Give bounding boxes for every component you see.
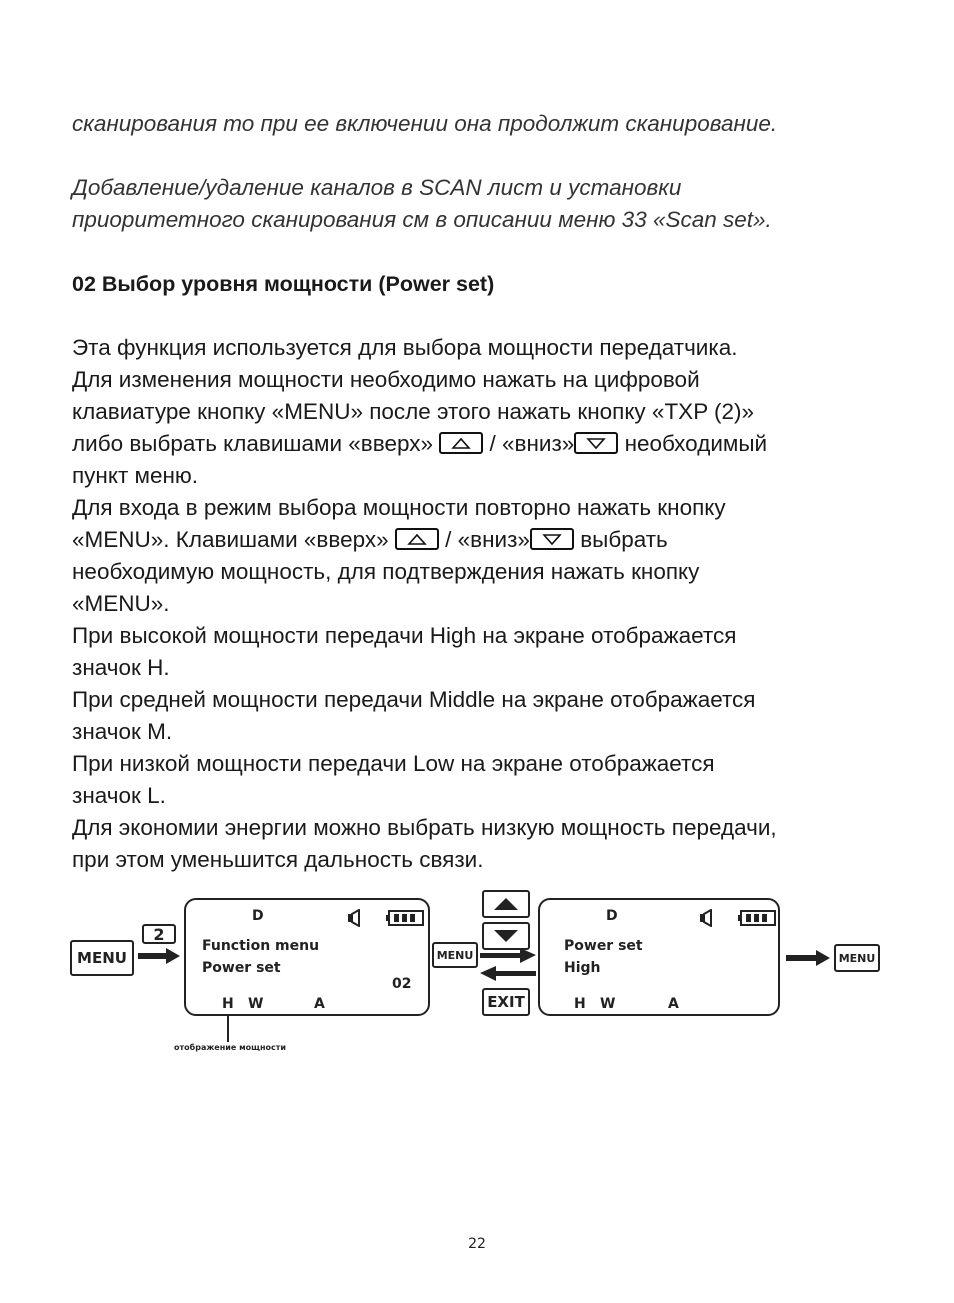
down-arrow-key-icon <box>482 922 530 950</box>
section-heading: 02 Выбор уровня мощности (Power set) <box>72 272 495 296</box>
body-text: необходимый <box>624 431 768 456</box>
battery-icon <box>738 910 778 926</box>
menu-key: MENU <box>70 940 134 976</box>
power-display-caption: отображение мощности <box>174 1043 286 1052</box>
body-line: значок L. <box>72 783 166 808</box>
screen-a-indicator: A <box>668 996 679 1012</box>
body-line: пункт меню. <box>72 463 199 488</box>
screen-power-indicator: H <box>574 996 586 1012</box>
power-set-diagram <box>66 888 886 1063</box>
menu-key: MENU <box>834 944 880 972</box>
callout-line <box>227 1016 229 1042</box>
body-text: «MENU». Клавишами «вверх» <box>72 527 389 552</box>
down-arrow-key-icon <box>530 528 574 550</box>
body-line-with-keys <box>72 428 767 460</box>
screen-power-indicator: H <box>222 996 234 1012</box>
page-number: 22 <box>468 1236 486 1252</box>
body-text: либо выбрать клавишами «вверх» <box>72 431 433 456</box>
body-line: Для экономии энергии можно выбрать низкую мощность передачи, <box>72 815 777 840</box>
up-arrow-key-icon <box>482 890 530 918</box>
body-line: Для входа в режим выбора мощности повторно нажать кнопку <box>72 495 726 520</box>
body-line: Эта функция используется для выбора мощности передатчика. <box>72 335 738 360</box>
body-text: / «вниз» <box>445 527 530 552</box>
body-line: необходимую мощность, для подтверждения нажать кнопку <box>72 559 700 584</box>
down-arrow-key-icon <box>574 432 618 454</box>
body-line: Для изменения мощности необходимо нажать на цифровой <box>72 367 700 392</box>
screen-line-1: Function menu <box>202 938 320 954</box>
body-text: выбрать <box>580 527 668 552</box>
battery-icon <box>386 910 426 926</box>
body-line: клавиатуре кнопку «MENU» после этого нажать кнопку «TXP (2)» <box>72 399 755 424</box>
screen-line-2: Power set <box>202 960 281 976</box>
menu-key: MENU <box>432 942 478 968</box>
radio-screen-power-set <box>538 898 780 1016</box>
screen-a-indicator: A <box>314 996 325 1012</box>
radio-screen-function-menu <box>184 898 430 1016</box>
up-arrow-key-icon <box>439 432 483 454</box>
body-line: При низкой мощности передачи Low на экране отображается <box>72 751 715 776</box>
intro-line-3: приоритетного сканирования см в описании меню 33 «Scan set». <box>72 207 772 232</box>
body-line-with-keys <box>72 524 668 556</box>
body-line: «MENU». <box>72 591 170 616</box>
speaker-icon <box>698 909 716 927</box>
intro-line-1: сканирования то при ее включении она продолжит сканирование. <box>72 111 778 136</box>
screen-w-indicator: W <box>600 996 616 1012</box>
body-line: При средней мощности передачи Middle на экране отображается <box>72 687 756 712</box>
body-text: / «вниз» <box>489 431 575 456</box>
key-2: 2 <box>142 924 176 944</box>
screen-line-1: Power set <box>564 938 643 954</box>
exit-key: EXIT <box>482 988 530 1016</box>
intro-line-2: Добавление/удаление каналов в SCAN лист и установки <box>72 175 682 200</box>
right-arrow-icon <box>138 948 182 964</box>
body-line: При высокой мощности передачи High на экране отображается <box>72 623 737 648</box>
screen-top-letter: D <box>606 908 618 924</box>
exchange-arrows-icon <box>480 948 538 982</box>
body-line: значок M. <box>72 719 173 744</box>
right-arrow-icon <box>786 950 832 966</box>
speaker-icon <box>346 909 364 927</box>
body-line: значок H. <box>72 655 170 680</box>
screen-menu-number: 02 <box>392 976 412 992</box>
screen-line-2: High <box>564 960 601 976</box>
up-arrow-key-icon <box>395 528 439 550</box>
screen-w-indicator: W <box>248 996 264 1012</box>
screen-top-letter: D <box>252 908 264 924</box>
body-line: при этом уменьшится дальность связи. <box>72 847 484 872</box>
